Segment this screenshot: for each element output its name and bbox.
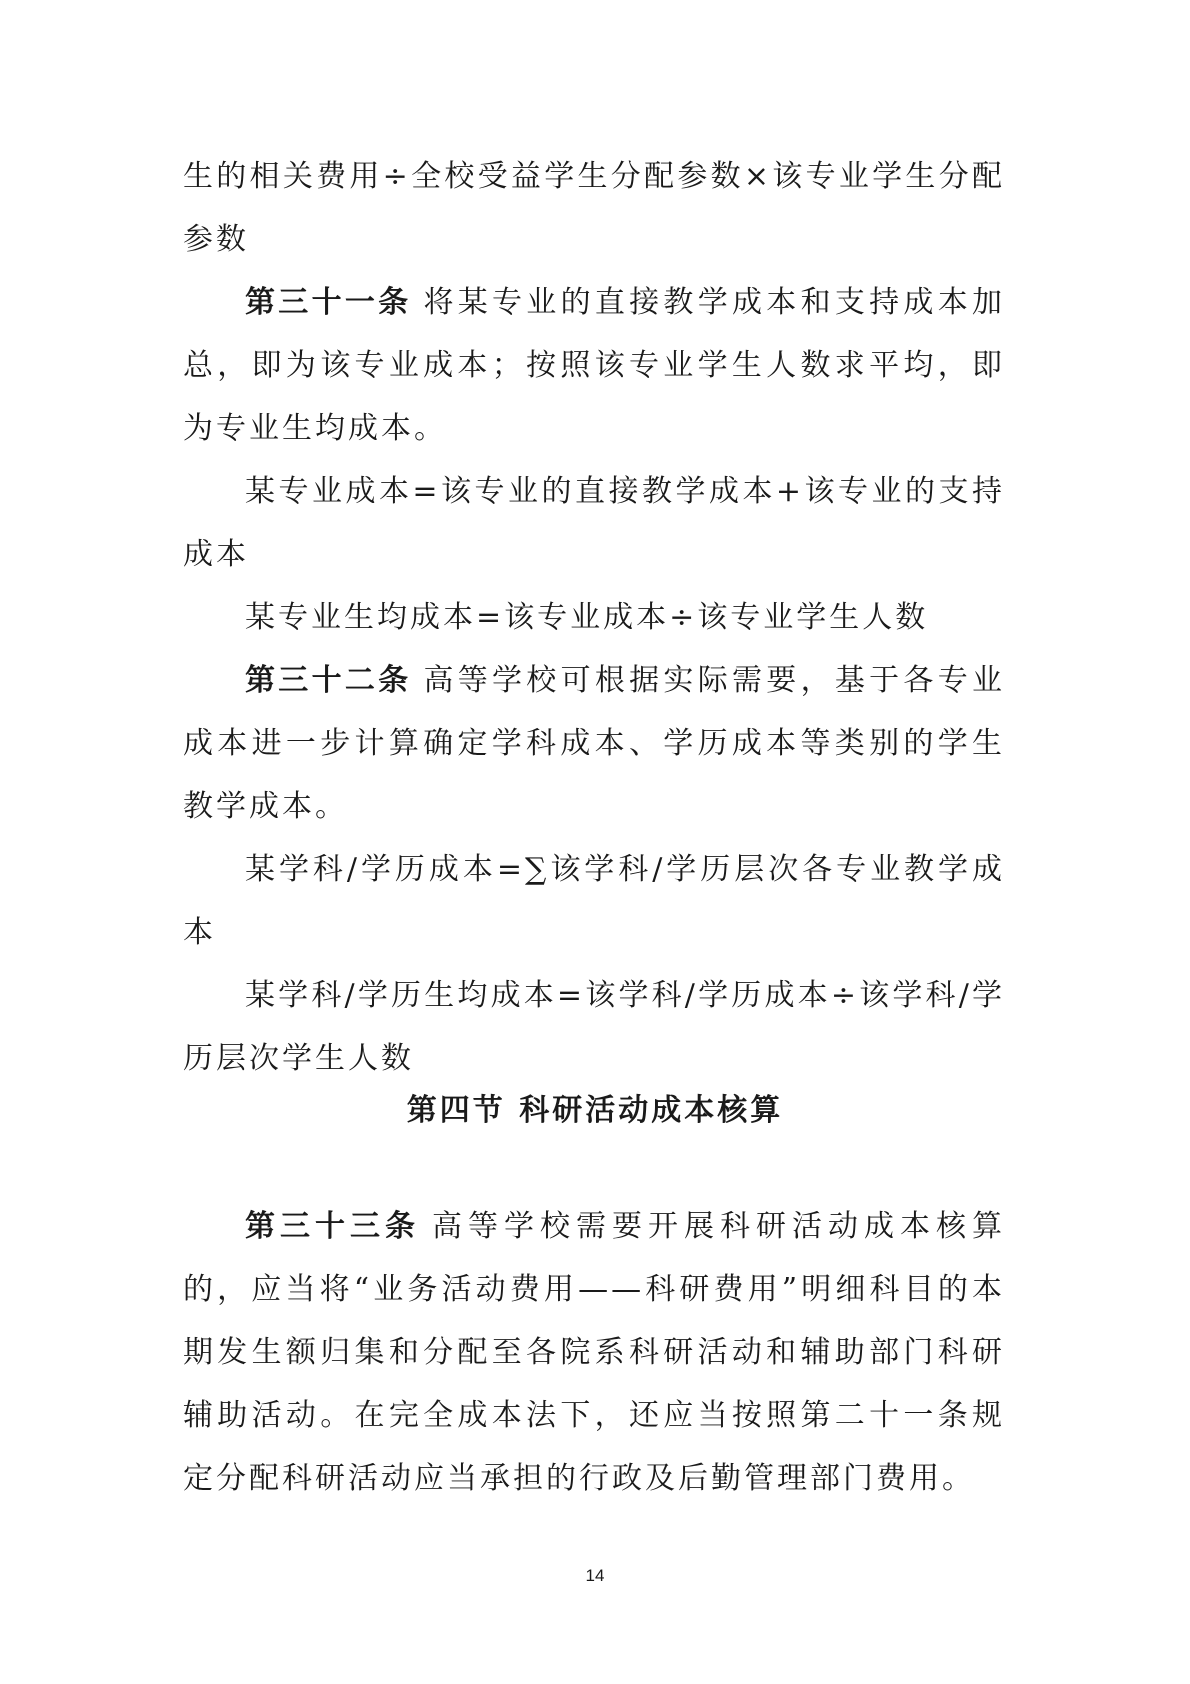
section-heading: 第四节 科研活动成本核算 <box>406 1093 784 1128</box>
continued-paragraph: 生的相关费用÷全校受益学生分配参数×该专业学生分配参数 <box>183 159 1005 257</box>
body-text-block-2 <box>183 1195 1005 1510</box>
article-33-title: 第三十三条 <box>245 1209 420 1244</box>
formula-major-per-student-cost: 某专业生均成本=该专业成本÷该专业学生人数 <box>245 600 929 635</box>
article-33 <box>183 1195 1005 1510</box>
article-31 <box>183 271 1005 460</box>
formula-major-cost: 某专业成本=该专业的直接教学成本+该专业的支持成本 <box>183 474 1005 572</box>
body-text-block-1 <box>183 145 1005 1090</box>
page-number: 14 <box>585 1566 605 1585</box>
formula-discipline-per-student-cost: 某学科/学历生均成本=该学科/学历成本÷该学科/学历层次学生人数 <box>183 978 1005 1076</box>
article-32-title: 第三十二条 <box>245 663 412 698</box>
article-31-text: 将某专业的直接教学成本和支持成本加总，即为该专业成本；按照该专业学生人数求平均，即为专业生均成本。 <box>183 285 1006 446</box>
formula-discipline-cost: 某学科/学历成本=∑该学科/学历层次各专业教学成本 <box>183 852 1005 950</box>
article-32 <box>183 649 1005 838</box>
article-31-title: 第三十一条 <box>245 285 412 320</box>
article-32-text: 高等学校可根据实际需要，基于各专业成本进一步计算确定学科成本、学历成本等类别的学生教学成本。 <box>183 663 1006 824</box>
article-33-text: 高等学校需要开展科研活动成本核算的，应当将“业务活动费用——科研费用”明细科目的本期发生额归集和分配至各院系科研活动和辅助部门科研辅助活动。在完全成本法下，还应当按照第二十一条规定分配科研活动应当承担的行政及后勤管理部门费用。 <box>183 1209 1005 1496</box>
